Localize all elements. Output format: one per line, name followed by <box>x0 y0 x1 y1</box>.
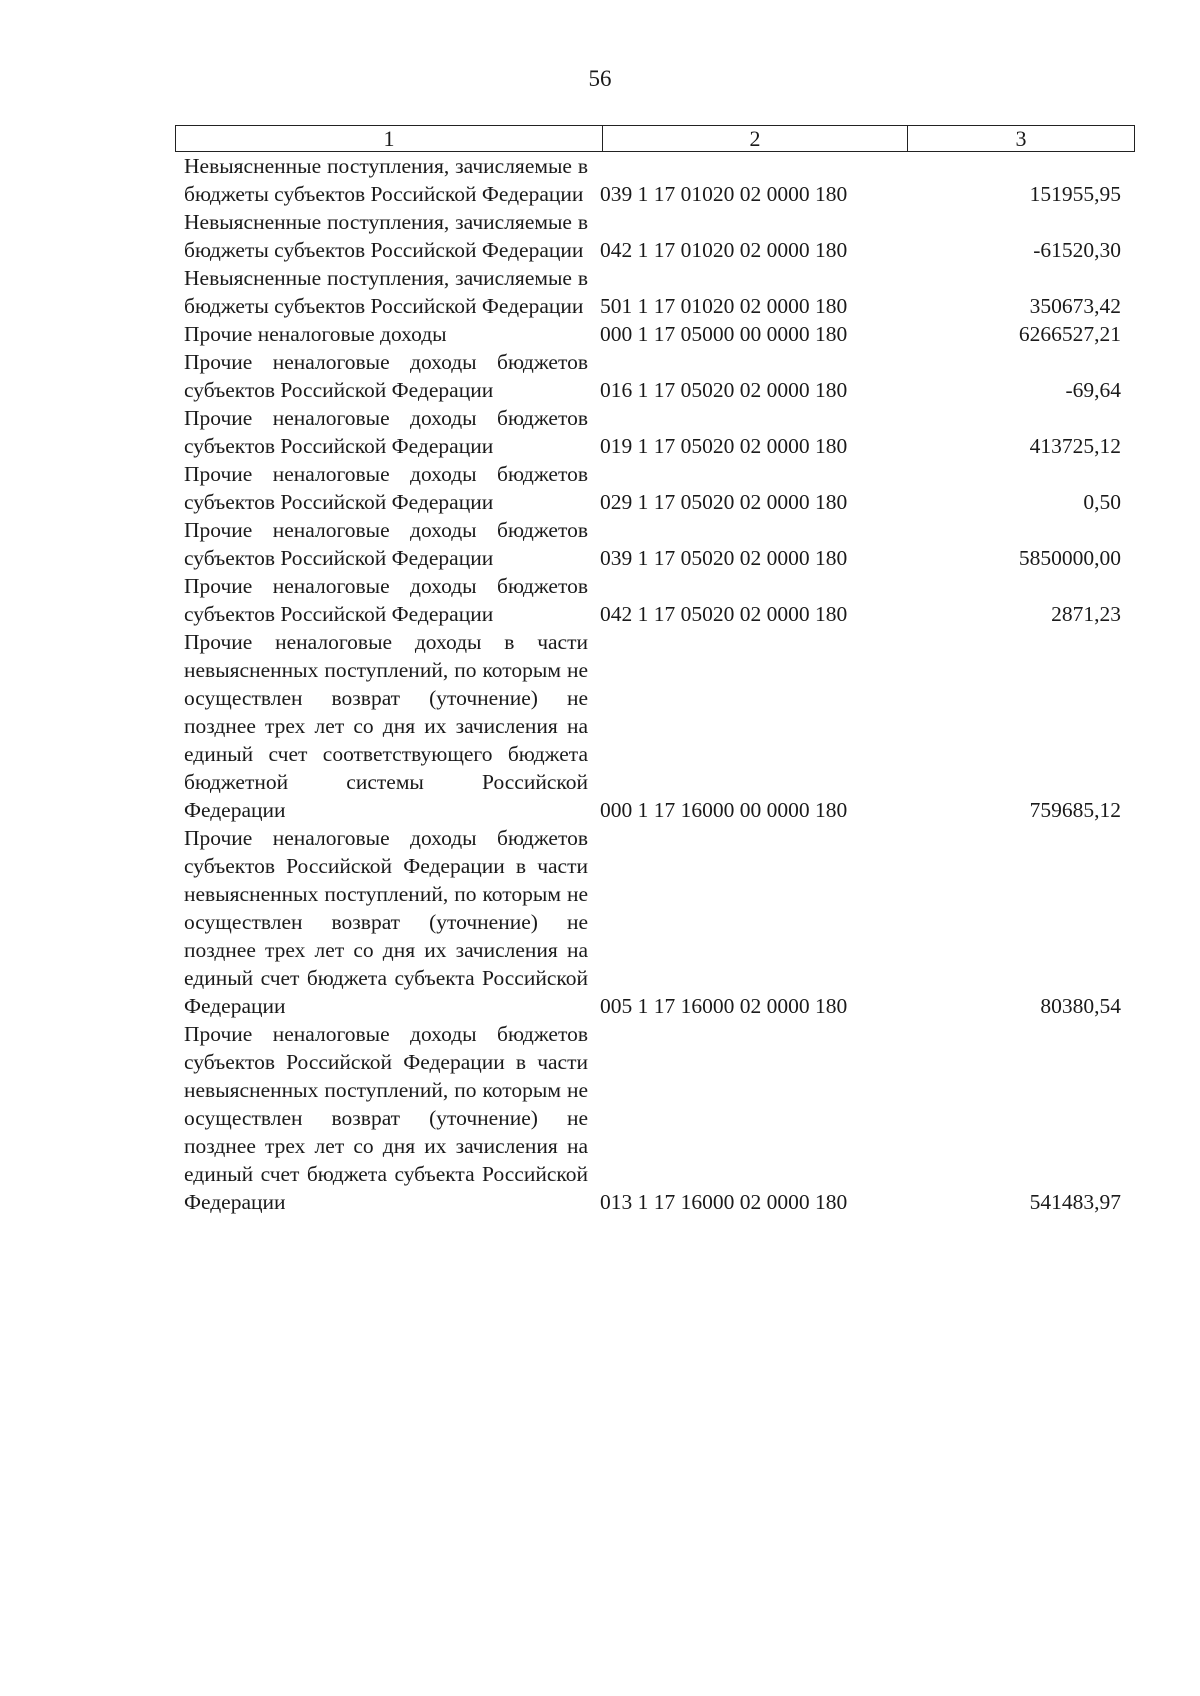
row-code: 039 1 17 05020 02 0000 180 <box>600 546 848 570</box>
row-amount: 541483,97 <box>1029 1190 1121 1214</box>
row-description: Невыясненные поступления, зачисляемые в бюджеты субъектов Российской Федерации <box>184 266 588 318</box>
page-number: 56 <box>588 66 612 91</box>
table-row <box>175 824 1135 1020</box>
row-description: Прочие неналоговые доходы бюджетов субъектов Российской Федерации <box>184 406 588 458</box>
row-amount: 151955,95 <box>1029 182 1121 206</box>
row-amount: -69,64 <box>1065 378 1121 402</box>
table-row <box>175 516 1135 572</box>
row-amount: 0,50 <box>1083 490 1121 514</box>
table-row <box>175 628 1135 824</box>
table-row <box>175 460 1135 516</box>
table-row <box>175 264 1135 320</box>
row-code: 016 1 17 05020 02 0000 180 <box>600 378 848 402</box>
row-code: 501 1 17 01020 02 0000 180 <box>600 294 848 318</box>
row-description: Прочие неналоговые доходы бюджетов субъектов Российской Федерации <box>184 518 588 570</box>
table-row <box>175 152 1135 208</box>
table-row <box>175 1020 1135 1216</box>
row-code: 000 1 17 16000 00 0000 180 <box>600 798 848 822</box>
row-code: 013 1 17 16000 02 0000 180 <box>600 1190 848 1214</box>
row-code: 042 1 17 01020 02 0000 180 <box>600 238 848 262</box>
row-description: Прочие неналоговые доходы бюджетов субъектов Российской Федерации <box>184 574 588 626</box>
row-description: Невыясненные поступления, зачисляемые в бюджеты субъектов Российской Федерации <box>184 210 588 262</box>
header-col-1: 1 <box>176 126 603 151</box>
row-code: 019 1 17 05020 02 0000 180 <box>600 434 848 458</box>
row-description: Прочие неналоговые доходы бюджетов субъектов Российской Федерации в части невыясненных поступлений, по которым не осуществлен возврат (уточнение) не позднее трех лет со дня их зачисления на единый счет бюджета субъекта Российской Федерации <box>184 826 588 1018</box>
row-code: 005 1 17 16000 02 0000 180 <box>600 994 848 1018</box>
row-description: Невыясненные поступления, зачисляемые в бюджеты субъектов Российской Федерации <box>184 154 588 206</box>
row-description: Прочие неналоговые доходы бюджетов субъектов Российской Федерации <box>184 462 588 514</box>
header-col-3: 3 <box>1015 126 1027 151</box>
row-code: 000 1 17 05000 00 0000 180 <box>600 322 848 346</box>
table-row <box>175 572 1135 628</box>
row-amount: 350673,42 <box>1029 294 1121 318</box>
row-amount: 80380,54 <box>1040 994 1121 1018</box>
header-col-2: 2 <box>603 126 908 151</box>
row-code: 042 1 17 05020 02 0000 180 <box>600 602 848 626</box>
row-code: 039 1 17 01020 02 0000 180 <box>600 182 848 206</box>
row-description: Прочие неналоговые доходы в части невыясненных поступлений, по которым не осуществлен возврат (уточнение) не позднее трех лет со дня их зачисления на единый счет соответствующего бюджета бюджетной системы Российской Федерации <box>184 630 588 822</box>
row-amount: 413725,12 <box>1029 434 1121 458</box>
row-description: Прочие неналоговые доходы <box>184 322 447 346</box>
table-header <box>175 125 1135 152</box>
row-amount: 6266527,21 <box>1018 322 1121 346</box>
row-code: 029 1 17 05020 02 0000 180 <box>600 490 848 514</box>
row-description: Прочие неналоговые доходы бюджетов субъектов Российской Федерации в части невыясненных поступлений, по которым не осуществлен возврат (уточнение) не позднее трех лет со дня их зачисления на единый счет бюджета субъекта Российской Федерации <box>184 1022 588 1214</box>
table-row <box>175 348 1135 404</box>
table-row <box>175 208 1135 264</box>
row-amount: 2871,23 <box>1051 602 1121 626</box>
table-row <box>175 320 1135 348</box>
row-amount: 759685,12 <box>1029 798 1121 822</box>
row-amount: -61520,30 <box>1033 238 1121 262</box>
row-amount: 5850000,00 <box>1018 546 1121 570</box>
row-description: Прочие неналоговые доходы бюджетов субъектов Российской Федерации <box>184 350 588 402</box>
revenue-table <box>175 125 1135 1216</box>
table-body <box>175 152 1135 1216</box>
table-row <box>175 404 1135 460</box>
